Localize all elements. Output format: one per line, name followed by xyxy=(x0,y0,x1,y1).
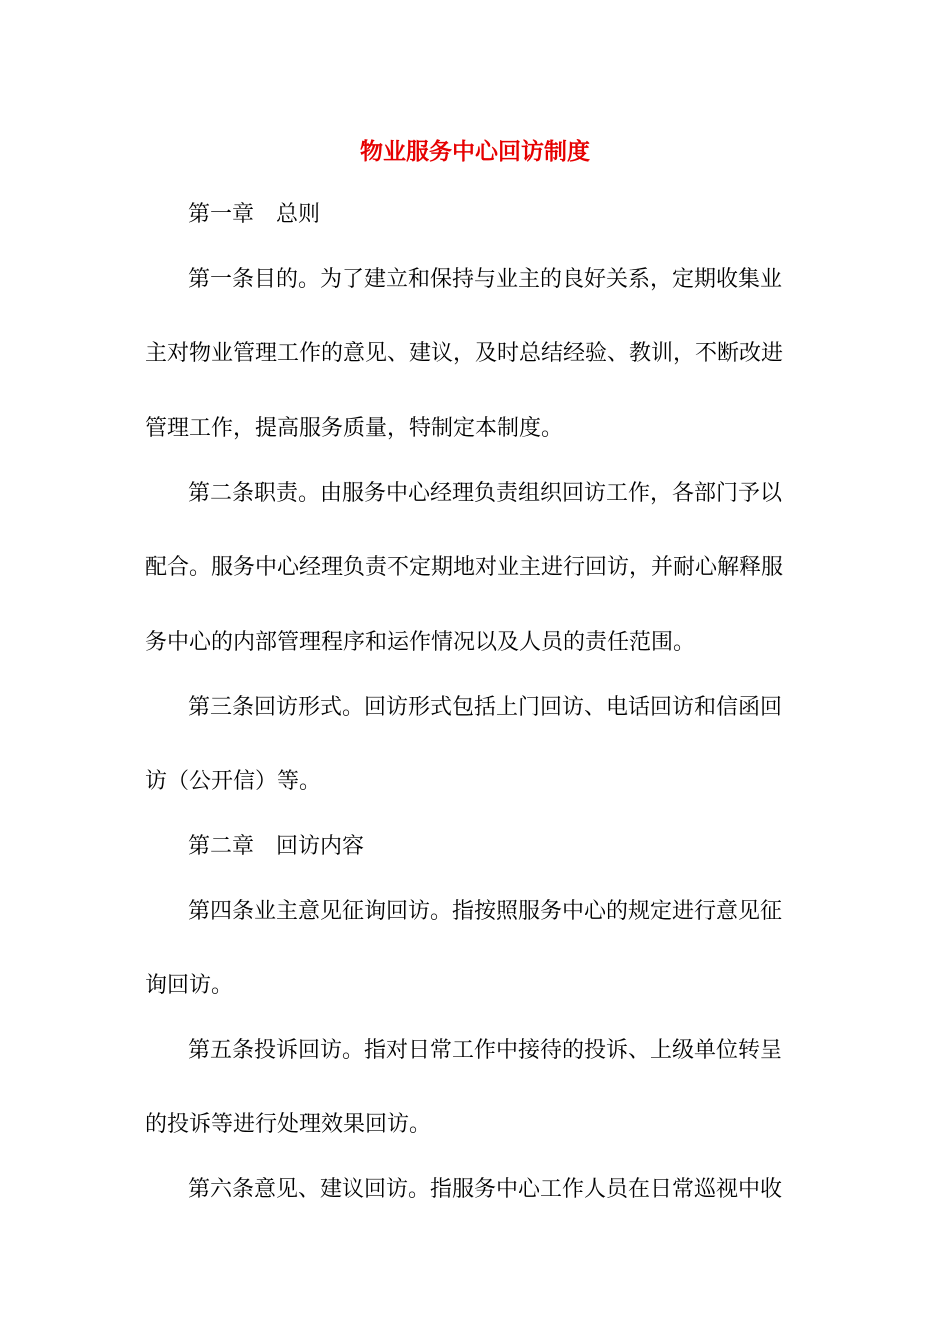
chapter-1-heading xyxy=(188,197,320,233)
paragraph-line: 第三条回访形式。回访形式包括上门回访、电话回访和信函回 xyxy=(188,695,783,720)
chapter-1-number: 第一章 xyxy=(188,202,255,227)
paragraph-line: 务中心的内部管理程序和运作情况以及人员的责任范围。 xyxy=(145,630,696,655)
paragraph-line: 第一条目的。为了建立和保持与业主的良好关系，定期收集业 xyxy=(188,267,783,292)
chapter-2-heading xyxy=(188,829,364,865)
paragraph-line: 第五条投诉回访。指对日常工作中接待的投诉、上级单位转呈 xyxy=(188,1038,783,1063)
paragraph-line: 的投诉等进行处理效果回访。 xyxy=(145,1112,432,1137)
paragraph-line: 主对物业管理工作的意见、建议，及时总结经验、教训，不断改进 xyxy=(145,341,784,366)
paragraph-line: 第六条意见、建议回访。指服务中心工作人员在日常巡视中收 xyxy=(188,1177,783,1202)
paragraph-line: 询回访。 xyxy=(145,973,234,998)
chapter-2-title: 回访内容 xyxy=(276,834,365,859)
chapter-2-number: 第二章 xyxy=(188,834,255,859)
paragraph-line: 第四条业主意见征询回访。指按照服务中心的规定进行意见征 xyxy=(188,899,783,924)
document-title: 物业服务中心回访制度 xyxy=(360,139,590,165)
chapter-1-title: 总则 xyxy=(276,202,321,227)
paragraph-line: 第二条职责。由服务中心经理负责组织回访工作，各部门予以 xyxy=(188,481,783,506)
paragraph-line: 配合。服务中心经理负责不定期地对业主进行回访，并耐心解释服 xyxy=(145,555,784,580)
paragraph-line: 访（公开信）等。 xyxy=(145,769,322,794)
paragraph-line: 管理工作，提高服务质量，特制定本制度。 xyxy=(145,416,564,441)
